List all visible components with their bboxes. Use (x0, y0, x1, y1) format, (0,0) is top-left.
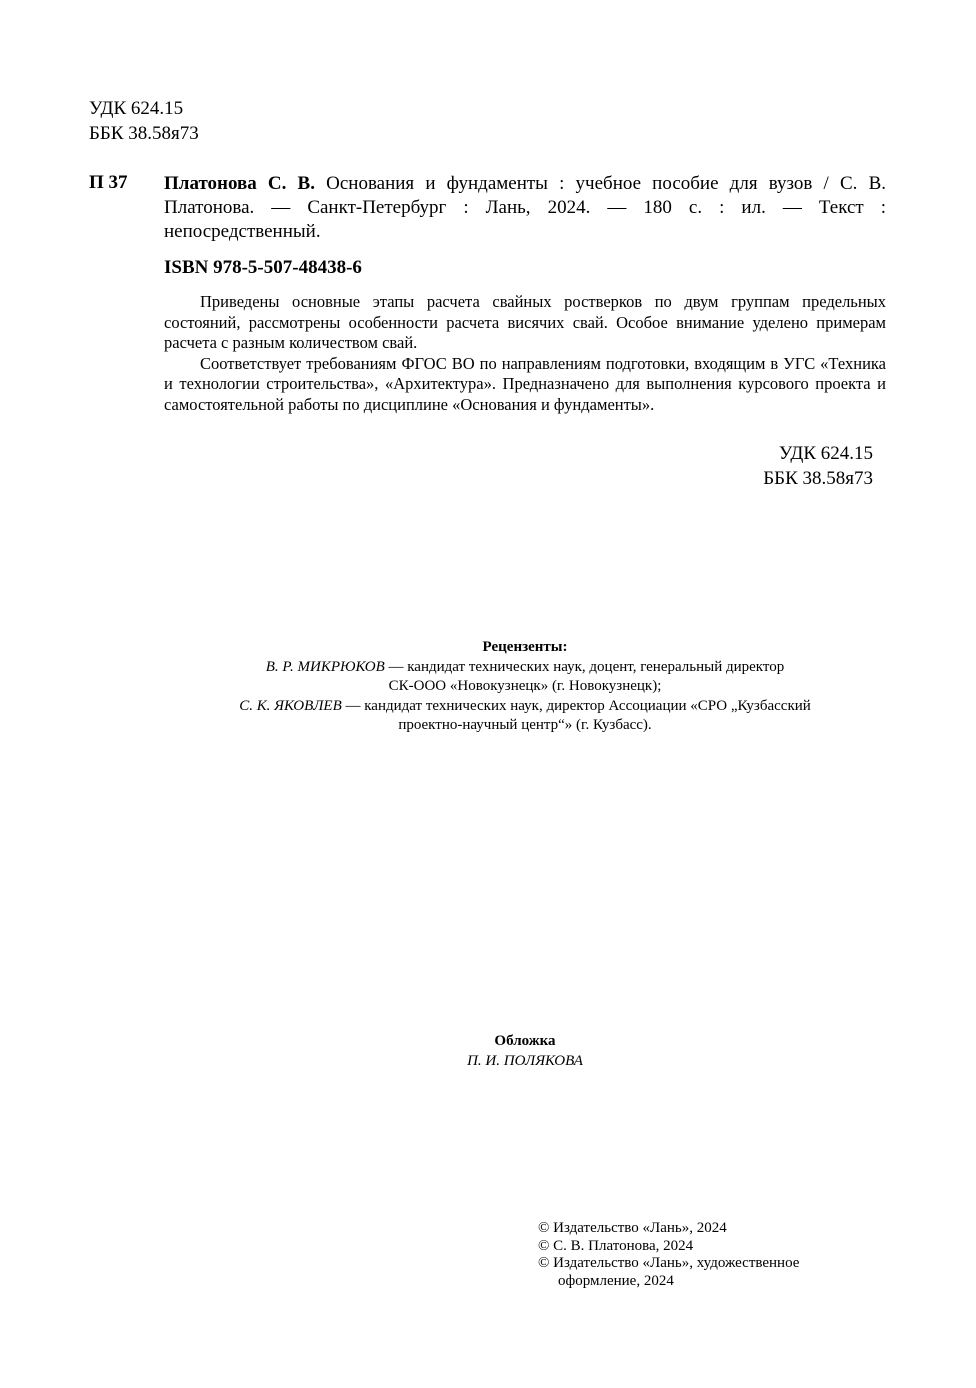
isbn: ISBN 978-5-507-48438-6 (164, 257, 362, 278)
copyright-line-3: © Издательство «Лань», художественное (538, 1255, 800, 1271)
copyright-line-2: © С. В. Платонова, 2024 (538, 1237, 694, 1254)
author-mark: П 37 (89, 172, 128, 193)
udk-code: УДК 624.15 (89, 98, 184, 119)
bbk-code-right: ББК 38.58я73 (763, 468, 873, 489)
cover-credit (400, 1031, 650, 1071)
annotation (164, 292, 886, 415)
reviewer-2-name: С. К. ЯКОВЛЕВ (239, 697, 342, 714)
cover-heading: Обложка (494, 1033, 556, 1049)
bibliographic-description: Основания и фундаменты : учебное пособие для вузов / С. В. Платонова. — Санкт-Петербург : Лань, 2024. — 180 с. : ил. — Текст : непосредственный. (164, 173, 886, 242)
reviewer-2-info: — кандидат технических наук, директор Ассоциации «СРО „Кузбасский (341, 697, 811, 714)
udk-block-top (89, 96, 199, 146)
author-name: Платонова С. В. (164, 173, 315, 194)
copyright-line-4: оформление, 2024 (558, 1272, 674, 1289)
reviewer-1-org: СК-ООО «Новокузнецк» (г. Новокузнецк); (388, 678, 662, 694)
reviewer-1-info: — кандидат технических наук, доцент, генеральный директор (384, 658, 785, 675)
bibliographic-entry (164, 172, 886, 244)
copyright-block (538, 1220, 799, 1290)
bbk-code: ББК 38.58я73 (89, 123, 199, 144)
udk-code-right: УДК 624.15 (778, 443, 873, 464)
reviewer-1-name: В. Р. МИКРЮКОВ (265, 658, 385, 675)
reviewer-1 (90, 658, 960, 678)
copyright-line-1: © Издательство «Лань», 2024 (538, 1220, 727, 1236)
reviewers-heading: Рецензенты: (482, 639, 568, 655)
reviewers-block (90, 638, 960, 736)
cover-designer: П. И. ПОЛЯКОВА (467, 1053, 583, 1069)
annotation-paragraph-1: Приведены основные этапы расчета свайных ростверков по двум группам предельных состояний, рассмотрены особенности расчета висячих свай. Особое внимание уделено примерам расчета с разным количеством свай. (164, 292, 886, 352)
reviewer-2 (90, 697, 960, 717)
reviewer-2-org: проектно-научный центр“» (г. Кузбасс). (398, 717, 652, 733)
udk-block-right (763, 441, 873, 491)
annotation-paragraph-2: Соответствует требованиям ФГОС ВО по направлениям подготовки, входящим в УГС «Техника и технологии строительства», «Архитектура». Предназначено для выполнения курсового проекта и самостоятельной работы по дисциплине «Основания и фундаменты». (164, 353, 886, 414)
